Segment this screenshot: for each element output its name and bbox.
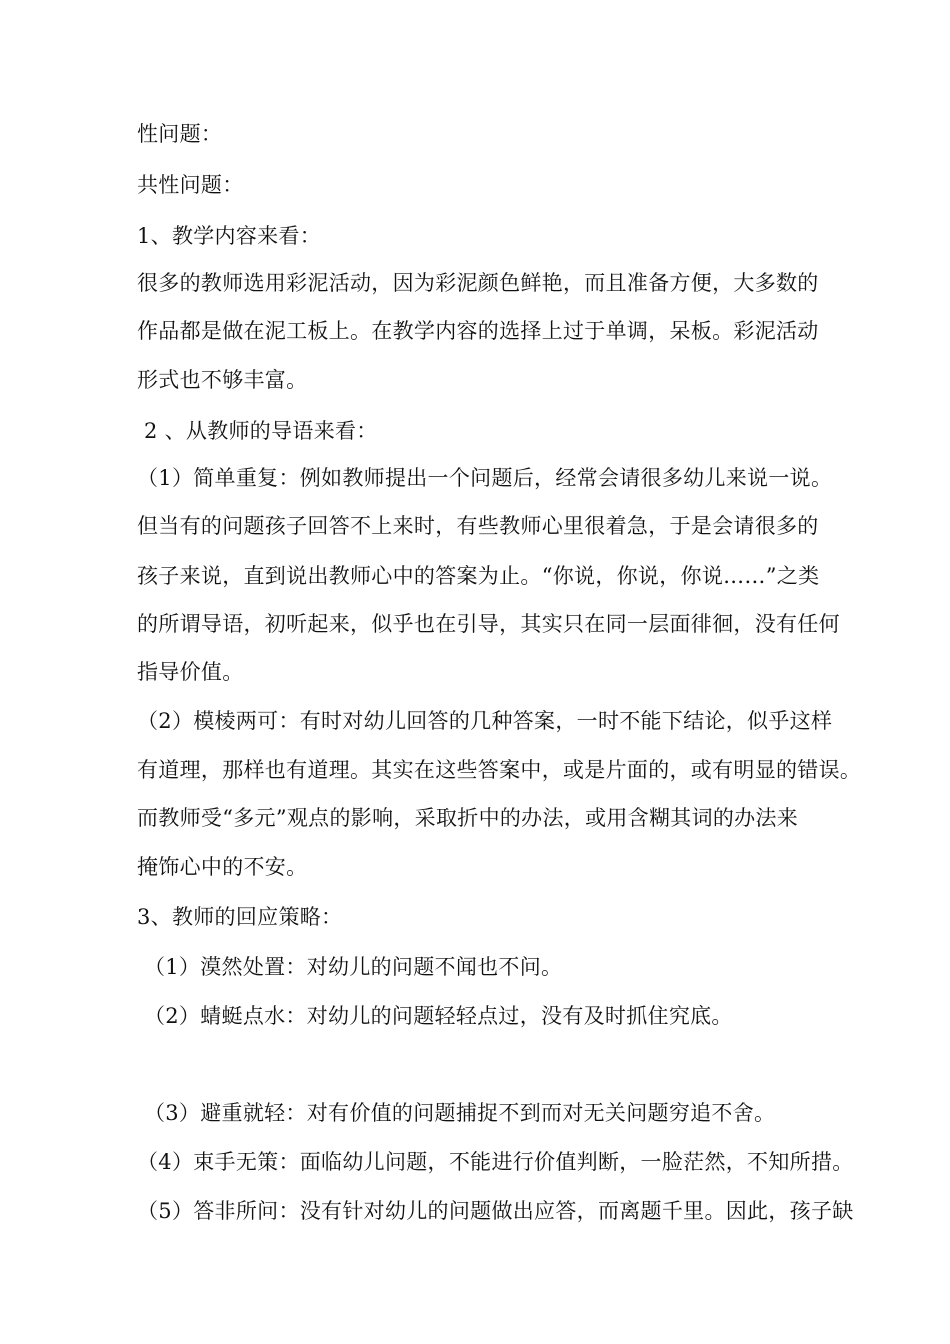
text-line: （1）简单重复：例如教师提出一个问题后，经常会请很多幼儿来说一说。 xyxy=(137,466,833,490)
text-line: 很多的教师选用彩泥活动，因为彩泥颜色鲜艳，而且准备方便，大多数的 xyxy=(137,271,819,295)
text-line: 形式也不够丰富。 xyxy=(137,368,308,392)
text-line: 有道理，那样也有道理。其实在这些答案中，或是片面的，或有明显的错误。 xyxy=(137,758,862,782)
list-item: （5）答非所问：没有针对幼儿的问题做出应答，而离题千里。因此，孩子缺 xyxy=(137,1199,854,1223)
text-line: 的所谓导语，初听起来，似乎也在引导，其实只在同一层面徘徊，没有任何 xyxy=(137,612,840,636)
list-item: （2）蜻蜓点水：对幼儿的问题轻轻点过，没有及时抓住究底。 xyxy=(137,1004,733,1028)
section-heading: 1、教学内容来看： xyxy=(137,224,322,248)
text-line: 性问题： xyxy=(137,122,223,146)
text-line: 掩饰心中的不安。 xyxy=(137,855,308,879)
list-item: （1）漠然处置：对幼儿的问题不闻也不问。 xyxy=(137,955,563,979)
text-line: 作品都是做在泥工板上。在教学内容的选择上过于单调，呆板。彩泥活动 xyxy=(137,319,819,343)
text-line: 指导价值。 xyxy=(137,660,244,684)
section-heading: 2 、从教师的导语来看： xyxy=(137,419,378,443)
section-heading: 3、教师的回应策略： xyxy=(137,905,343,929)
list-item: （4）束手无策：面临幼儿问题，不能进行价值判断，一脸茫然，不知所措。 xyxy=(137,1150,854,1174)
list-item: （3）避重就轻：对有价值的问题捕捉不到而对无关问题穷追不舍。 xyxy=(137,1101,776,1125)
text-line: 而教师受“多元”观点的影响，采取折中的办法，或用含糊其词的办法来 xyxy=(137,806,799,830)
text-line: 孩子来说，直到说出教师心中的答案为止。“你说，你说，你说……”之类 xyxy=(137,564,820,588)
text-line: 但当有的问题孩子回答不上来时，有些教师心里很着急，于是会请很多的 xyxy=(137,514,819,538)
text-line: （2）模棱两可：有时对幼儿回答的几种答案，一时不能下结论，似乎这样 xyxy=(137,709,833,733)
text-line: 共性问题： xyxy=(137,173,244,197)
